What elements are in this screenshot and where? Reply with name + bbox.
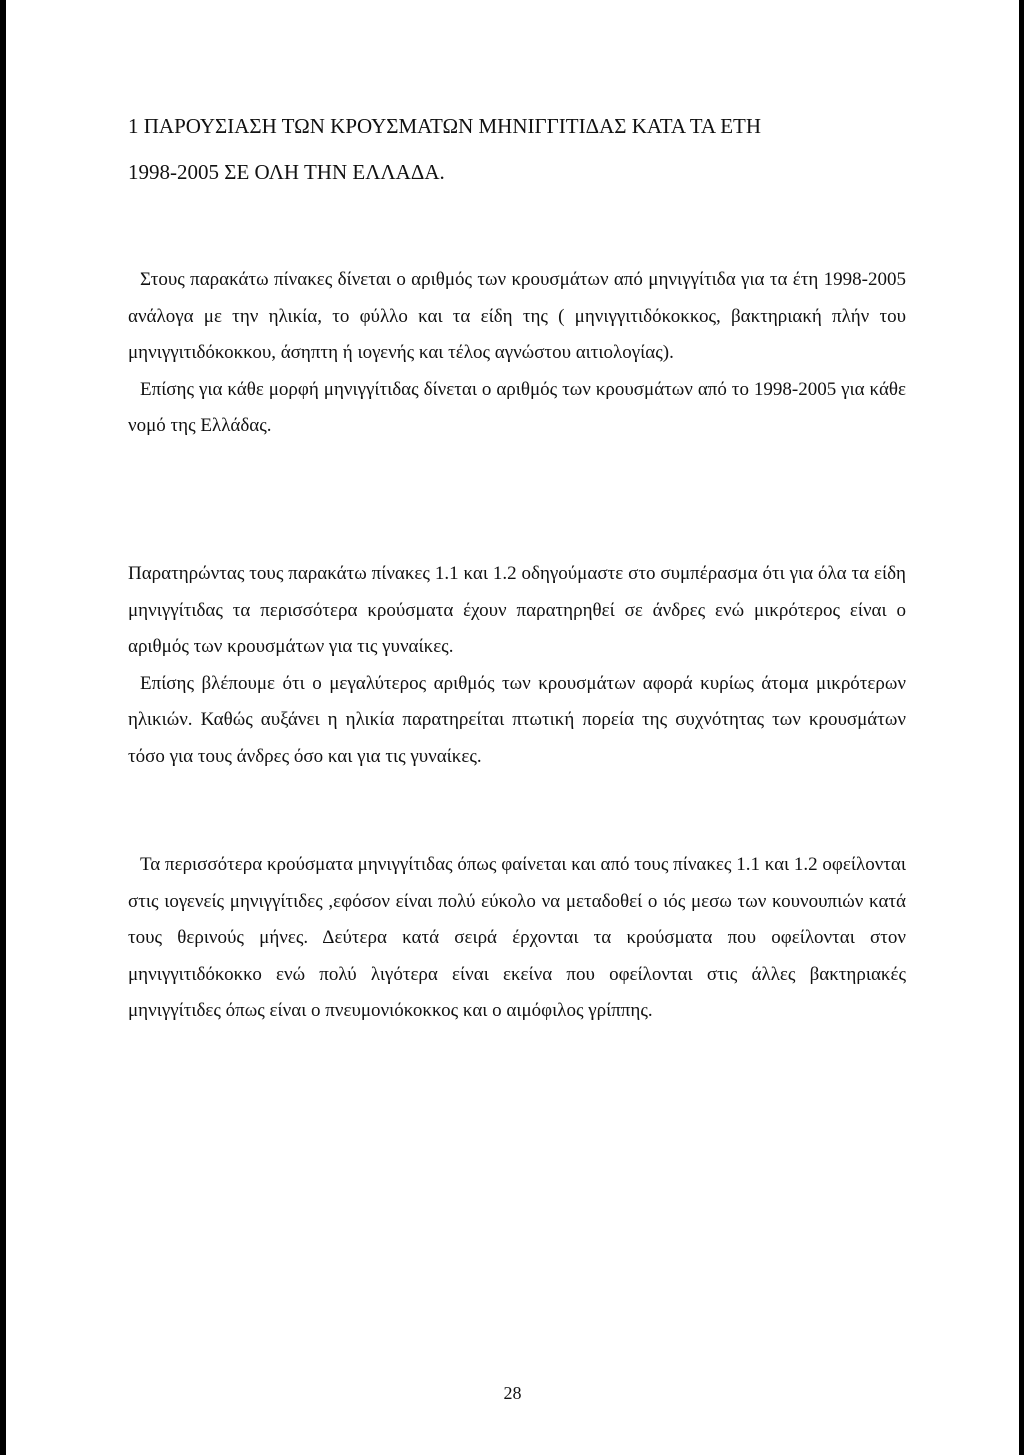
heading-line-2: 1998-2005 ΣΕ ΟΛΗ ΤΗΝ ΕΛΛΑΔΑ.	[128, 160, 445, 184]
intro-text-continued: Επίσης για κάθε μορφή μηνιγγίτιδας δίνεται ο αριθμός των κρουσμάτων από το 1998-2005 για κάθε νομό της Ελλάδας.	[128, 378, 906, 436]
document-page	[6, 0, 1019, 1455]
section-heading	[128, 103, 906, 195]
intro-text: Στους παρακάτω πίνακες δίνεται ο αριθμός των κρουσμάτων από μηνιγγίτιδα για τα έτη 1998-2005 ανάλογα με την ηλικία, το φύλλο και τα είδη της ( μηνιγγιτιδόκοκκος, βακτηριακή πλήν του μηνιγγιτιδόκοκκου, άσηπτη ή ιογενής και τέλος αγνώστου αιτιολογίας).	[128, 269, 906, 363]
conclusion-paragraph	[128, 847, 906, 1030]
conclusion-text: Τα περισσότερα κρούσματα μηνιγγίτιδας όπως φαίνεται και από τους πίνακες 1.1 και 1.2 οφείλονται στις ιογενείς μηνιγγίτιδες ,εφόσον είναι πολύ εύκολο να μεταδοθεί ο ιός μεσω των κουνουπιών κατά τους θερινούς μήνες. Δεύτερα κατά σειρά έρχονται τα κρούσματα που οφείλονται στον μηνιγγιτιδόκοκκο ενώ πολύ λιγότερα είναι εκείνα που οφείλονται στις άλλες βακτηριακές μηνιγγίτιδες όπως είναι ο πνευμονιόκοκκος και ο αιμόφιλος γρίππης.	[128, 854, 906, 1021]
observation-paragraph	[128, 556, 906, 775]
page-number: 28	[503, 1383, 522, 1403]
heading-line-1: 1 ΠΑΡΟΥΣΙΑΣΗ ΤΩΝ ΚΡΟΥΣΜΑΤΩΝ ΜΗΝΙΓΓΙΤΙΔΑΣ ΚΑΤΑ ΤΑ ΕΤΗ	[128, 114, 762, 138]
intro-paragraph	[128, 262, 906, 445]
observation-text: Παρατηρώντας τους παρακάτω πίνακες 1.1 και 1.2 οδηγούμαστε στο συμπέρασμα ότι για όλα τα είδη μηνιγγίτιδας τα περισσότερα κρούσματα έχουν παρατηρηθεί σε άνδρες ενώ μικρότερος είναι ο αριθμός των κρουσμάτων για τις γυναίκες.	[128, 563, 906, 657]
observation-text-continued: Επίσης βλέπουμε ότι ο μεγαλύτερος αριθμός των κρουσμάτων αφορά κυρίως άτομα μικρότερων ηλικιών. Καθώς αυξάνει η ηλικία παρατηρείται πτωτική πορεία της συχνότητας των κρουσμάτων τόσο για τους άνδρες όσο και για τις γυναίκες.	[128, 672, 906, 767]
